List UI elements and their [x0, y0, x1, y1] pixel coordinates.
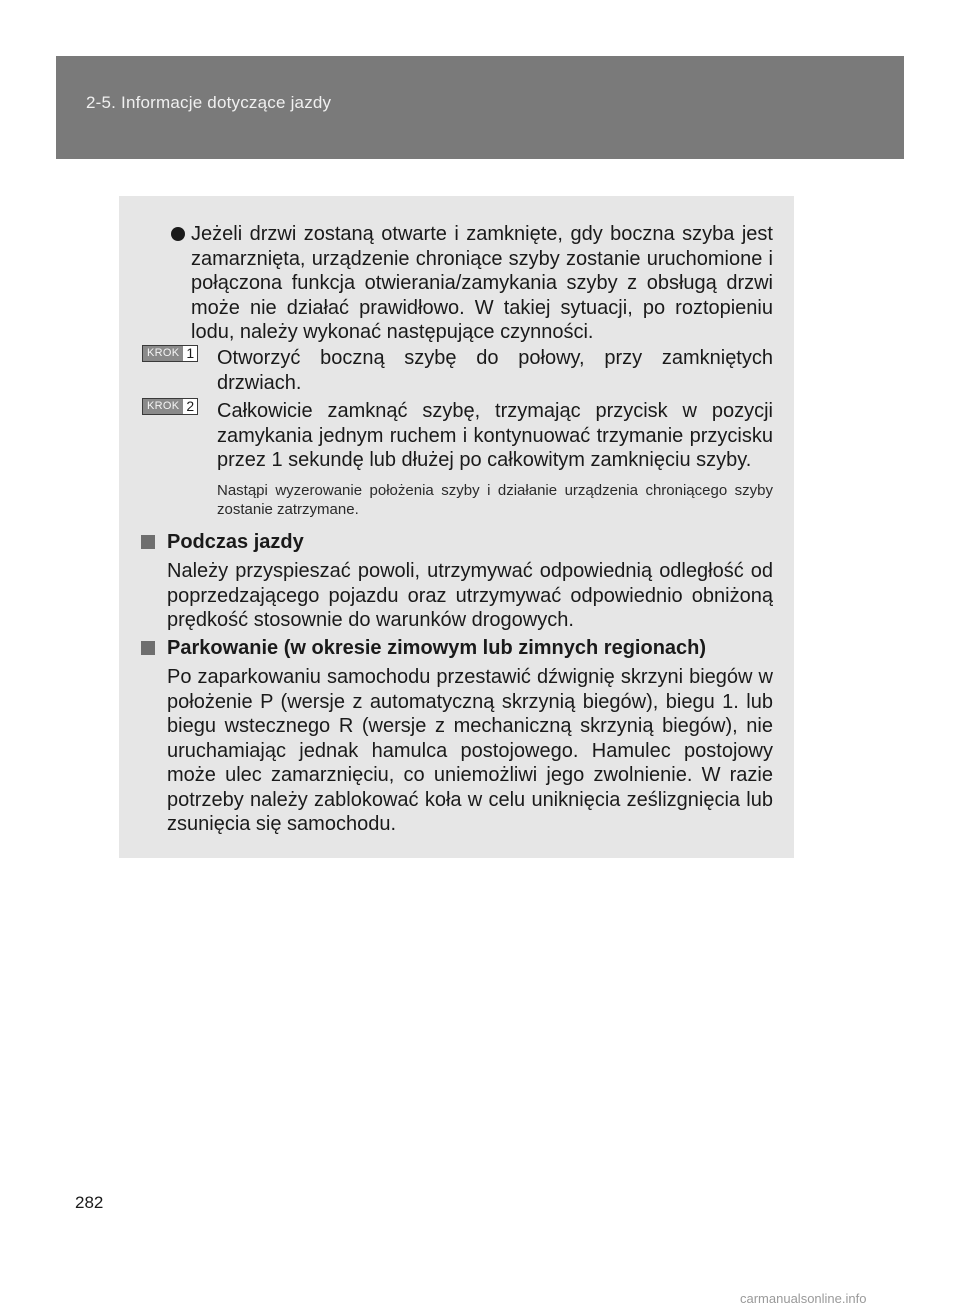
- step-badge-label: KROK: [143, 346, 183, 361]
- section-heading-driving: Podczas jazdy: [167, 531, 304, 553]
- step-note: Nastąpi wyzerowanie położenia szyby i działanie urządzenia chroniącego szyby zostanie zatrzymane.: [217, 482, 773, 518]
- square-bullet-icon: [141, 535, 155, 549]
- section-header-band: [56, 56, 904, 159]
- watermark: carmanualsonline.info: [740, 1291, 867, 1306]
- section-body-driving: Należy przyspieszać powoli, utrzymywać odpowiednią odległość od poprzedzającego pojazdu oraz utrzymywać odpowiednio obniżoną prędkość stosownie do warunków drogowych.: [167, 560, 773, 631]
- step-2-badge: [142, 398, 198, 415]
- step-badge-number: 2: [183, 399, 197, 414]
- section-title: 2-5. Informacje dotyczące jazdy: [86, 93, 332, 112]
- content-box: [119, 196, 794, 858]
- page-number: 282: [75, 1193, 104, 1212]
- bullet-paragraph: Jeżeli drzwi zostaną otwarte i zamknięte, gdy boczna szyba jest zamarznięta, urządzenie chroniące szyby zostanie uruchomione i połączona funkcja otwierania/zamykania szyby z obsługą drzwi może nie działać prawidłowo. W takiej sytuacji, po roztopieniu lodu, należy wykonać następujące czynności.: [191, 223, 773, 343]
- step-1-badge: [142, 345, 198, 362]
- step-badge-label: KROK: [143, 399, 183, 414]
- square-bullet-icon: [141, 641, 155, 655]
- section-body-parking: Po zaparkowaniu samochodu przestawić dźwignię skrzyni biegów w położenie P (wersje z automatyczną skrzynią biegów), biegu 1. lub biegu wstecznego R (wersje z mechaniczną skrzynią biegów), nie uruchamiając jednak hamulca postojowego. Hamulec postojowy może ulec zamarznięciu, co uniemożliwi jego zwolnienie. W razie potrzeby należy zablokować koła w celu uniknięcia ześlizgnięcia lub zsunięcia się samochodu.: [167, 666, 773, 835]
- step-1-text: Otworzyć boczną szybę do połowy, przy zamkniętych drzwiach.: [217, 347, 773, 394]
- bullet-dot-icon: [171, 227, 185, 241]
- step-badge-number: 1: [183, 346, 197, 361]
- section-heading-parking: Parkowanie (w okresie zimowym lub zimnych regionach): [167, 637, 707, 659]
- step-2-text: Całkowicie zamknąć szybę, trzymając przycisk w pozycji zamykania jednym ruchem i kontynuować trzymanie przycisku przez 1 sekundę lub dłużej po całkowitym zamknięciu szyby.: [217, 400, 773, 471]
